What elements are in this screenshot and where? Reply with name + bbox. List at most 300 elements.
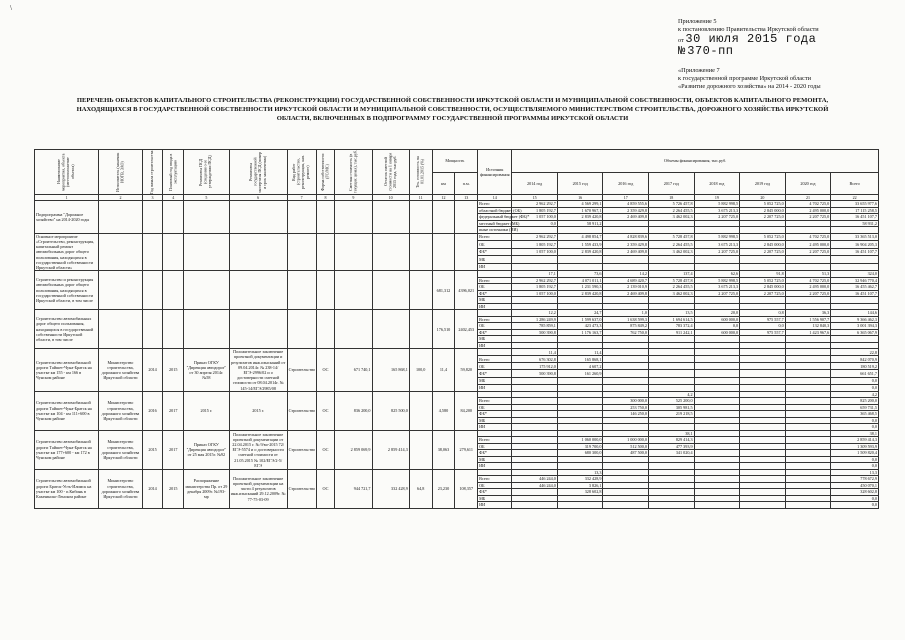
funding-value-cell: 778 672,9 [831, 476, 879, 483]
start-year-cell [142, 201, 163, 234]
funding-value-cell: 500 390,8 [512, 370, 558, 377]
column-index-cell: 17 [603, 195, 649, 201]
capacity-pm-cell: 4396,021 [455, 271, 478, 310]
funding-value-cell: 1 509 820,4 [831, 450, 879, 457]
capacity-km-cell: 4,580 [432, 391, 455, 430]
funding-value-cell: 477 393,9 [649, 443, 695, 450]
funding-source-cell: Всего [478, 277, 512, 284]
funding-value-cell: 875 849,2 [603, 323, 649, 330]
funding-value-cell: 525 200,0 [649, 398, 695, 405]
rest-cost-cell [372, 233, 409, 270]
col-2015-header: 2015 год [557, 172, 603, 195]
funding-value-cell: 17,1 [512, 271, 558, 278]
table-row [35, 349, 879, 356]
cost-cell [335, 271, 372, 310]
funding-value-cell: 11,4 [512, 349, 558, 356]
funding-value-cell [785, 502, 831, 509]
funding-value-cell: 33 365 513,0 [831, 233, 879, 240]
column-index-cell: 12 [432, 195, 455, 201]
funding-source-cell: ОБ [478, 482, 512, 489]
funding-value-cell: 423 473,3 [557, 323, 603, 330]
funding-source-cell: Всего [478, 437, 512, 444]
funding-value-cell [649, 349, 695, 356]
funding-value-cell: 785 859,1 [512, 323, 558, 330]
resolution-line: к постановлению Правительства Иркутской области [678, 26, 819, 34]
funding-value-cell [831, 256, 879, 263]
funding-value-cell: 1 559 433,9 [557, 241, 603, 248]
funding-value-cell: 5 052 725,0 [740, 277, 786, 284]
object-name-cell: Строительство и реконструкция автомобильных дорог общего пользования, находящихся в государственной собственности Иркутской области, в том числе [35, 271, 99, 310]
funding-value-cell [740, 263, 786, 270]
date-prefix: от [678, 37, 684, 45]
funding-value-cell [785, 349, 831, 356]
expertise-cell: Положительное заключение проектной документации от 22.04.2015 г. № 9/во-2015 72/ЕГЭ-5574 и о достоверности сметной стоимости от 21.05.2015 № 102/ЕГЭ/2-5/ЕГЭ [229, 430, 287, 469]
resolution-number [678, 43, 898, 58]
funding-value-cell [603, 502, 649, 509]
expertise-cell [229, 201, 287, 234]
expertise-cell [229, 310, 287, 349]
rest-cost-cell: 332 428,9 [372, 469, 409, 508]
funding-value-cell: 24,7 [557, 310, 603, 317]
funding-value-cell: 3 462 002,3 [649, 290, 695, 297]
funding-value-cell: 2 207 725,0 [740, 248, 786, 255]
funding-value-cell [557, 256, 603, 263]
executor-cell: Министерство строительства, дорожного хозяйства Иркутской области [99, 469, 142, 508]
funding-value-cell [649, 356, 695, 363]
rest-cost-cell: 2 859 414,3 [372, 430, 409, 469]
funding-value-cell: 5 882 998,5 [694, 201, 740, 208]
column-index-cell: 5 [184, 195, 230, 201]
expertise-cell [229, 271, 287, 310]
funding-value-cell: 1 000 000,0 [603, 437, 649, 444]
column-index-cell: 8 [316, 195, 335, 201]
column-index-cell: 6 [229, 195, 287, 201]
funding-value-cell [740, 370, 786, 377]
capacity-km-cell: 11,4 [432, 349, 455, 392]
funding-source-cell: МБ [478, 297, 512, 304]
funding-value-cell [649, 502, 695, 509]
funding-value-cell: 4 859 555,6 [603, 201, 649, 208]
funding-source-cell: МБ [478, 377, 512, 384]
funding-source-cell: областной бюджет (ОБ) [479, 207, 522, 213]
funding-value-cell: 0,0 [831, 463, 879, 470]
funding-value-cell: 5 726 457,8 [649, 201, 695, 208]
funding-value-cell: 341 020,4 [649, 450, 695, 457]
object-name-cell: Строительство автомобильной дороги Тайшет-Чуна-Братск на участке км 177+600 - км 172 в Чунском районе [35, 430, 99, 469]
expertise-cell: 2015 г. [229, 391, 287, 430]
corner-mark: \ [10, 4, 12, 12]
funding-value-cell [694, 263, 740, 270]
column-index-cell: 11 [409, 195, 432, 201]
funding-value-cell: 0,0 [831, 417, 879, 424]
column-index-cell: 15 [512, 195, 558, 201]
start-year-cell [142, 271, 163, 310]
funding-value-cell [785, 263, 831, 270]
funding-value-cell: 2 839 420,8 [557, 290, 603, 297]
executor-cell: Министерство строительства, дорожного хозяйства Иркутской области [99, 430, 142, 469]
funding-value-cell: 1 805 192,7 [512, 241, 558, 248]
funding-value-cell: 13,3 [831, 469, 879, 476]
funding-value-cell: 2 845 000,0 [740, 207, 786, 214]
funding-value-cell: 2 845 000,0 [740, 284, 786, 291]
funding-source-cell: ИИ [478, 342, 512, 349]
funding-value-cell: 512 500,0 [603, 443, 649, 450]
end-year-cell: 2015 [163, 349, 184, 392]
funding-value-cell: 1,0 [603, 310, 649, 317]
funding-value-cell: 161 260,9 [557, 370, 603, 377]
funding-value-cell: 16 451 107,7 [831, 290, 879, 297]
funding-value-cell: 144,6 [831, 310, 879, 317]
funding-value-cell: 2 359 429,8 [603, 241, 649, 248]
cost-cell [335, 201, 372, 234]
funding-value-cell: 1 060 000,0 [557, 437, 603, 444]
funding-value-cell: 2 469 409,8 [603, 290, 649, 297]
funding-value-cell: 1 556 907,7 [785, 316, 831, 323]
funding-value-cell: 5 728 457,8 [649, 233, 695, 240]
ownership-cell [316, 310, 335, 349]
expertise-cell [229, 233, 287, 270]
funding-value-cell: 2 962 292,7 [512, 277, 558, 284]
col-start-header: Год начала строительства [142, 150, 163, 195]
col-pm-header: п.м. [455, 172, 478, 195]
column-index-cell: 10 [372, 195, 409, 201]
end-year-cell [163, 201, 184, 234]
funding-value-cell: 58 931,2 [831, 220, 879, 227]
funding-value-cell: 2 962 292,7 [512, 233, 558, 240]
col-2014-header: 2014 год [512, 172, 558, 195]
funding-value-cell: 5 882 998,5 [694, 233, 740, 240]
funding-value-cell: 975 557,7 [740, 316, 786, 323]
funding-value-cell: 2 469 409,8 [603, 214, 649, 221]
objects-table [34, 149, 879, 509]
start-year-cell [142, 233, 163, 270]
funding-value-cell: 842 070,9 [831, 356, 879, 363]
funding-value-cell: 0,0 [831, 502, 879, 509]
object-name-cell: Основное мероприятие «Строительство, реконструкция, капитальный ремонт автомобильных дорог общего пользования, находящихся в государственной собственности Иркутской области» [35, 233, 99, 270]
funding-value-cell [740, 502, 786, 509]
funding-value-cell: 1 231 590,3 [557, 284, 603, 291]
funding-value-cell: 137,4 [649, 271, 695, 278]
funding-source-cell: Всего [478, 316, 512, 323]
psd-cell: Приказ ОГКУ "Дирекция автодорог" от 25 мая 2015г. №92 [184, 430, 230, 469]
funding-value-cell: 2 207 725,0 [740, 290, 786, 297]
readiness-cell [409, 391, 432, 430]
rest-cost-cell [372, 201, 409, 234]
funding-value-cell: 446 244,0 [512, 482, 558, 489]
funding-value-cell: 0,0 [512, 220, 558, 227]
funding-value-cell: 2 264 455,5 [649, 207, 695, 214]
funding-value-cell: 2 359 429,8 [603, 207, 649, 214]
funding-value-cell: 20,0 [694, 310, 740, 317]
col-2017-header: 2017 год [649, 172, 695, 195]
funding-value-cell: 600 000,0 [694, 329, 740, 336]
funding-value-cell [694, 256, 740, 263]
funding-source-cell: ФБ* [478, 290, 512, 297]
object-name-cell: Строительство автомобильных дорог общего пользования, находящихся в государственной собственности Иркутской области, в том числе [35, 310, 99, 349]
start-year-cell: 2014 [142, 349, 163, 392]
funding-value-cell: 2 839 420,8 [557, 214, 603, 221]
capacity-pm-cell: 59,820 [455, 349, 478, 392]
funding-value-cell: 661 651,7 [831, 370, 879, 377]
funding-value-cell [557, 263, 603, 270]
title-line-2: НАХОДЯЩИХСЯ В ГОСУДАРСТВЕННОЙ СОБСТВЕННОСТИ ИРКУТСКОЙ ОБЛАСТИ И МУНИЦИПАЛЬНОЙ СОБСТВЕННОСТИ, ОСУЩЕСТВЛЯЕМОГО МИНИСТЕРСТВОМ СТРОИТЕЛЬСТВА, ДОРОЖНОГО ХОЗЯЙСТВА ИРКУТСКОЙ [76, 106, 829, 113]
document-title [40, 96, 865, 123]
funding-value-cell: 2 207 725,0 [694, 290, 740, 297]
funding-value-cell [512, 377, 558, 384]
column-index-cell: 22 [831, 195, 879, 201]
capacity-km-cell: 176,510 [432, 310, 455, 349]
funding-value-cell: 825 200,0 [831, 398, 879, 405]
funding-value-cell: 500 390,8 [512, 329, 558, 336]
funding-value-cell [512, 256, 558, 263]
funding-value-cell: 3 462 002,3 [649, 248, 695, 255]
cost-cell [335, 233, 372, 270]
capacity-pm-cell: 108,357 [455, 469, 478, 508]
funding-value-cell: 5 728 457,8 [649, 277, 695, 284]
funding-value-cell: 975 557,7 [740, 329, 786, 336]
capacity-km-cell [432, 233, 455, 270]
readiness-cell [409, 201, 432, 234]
funding-value-cell: 11,4 [557, 349, 603, 356]
funding-value-cell [785, 370, 831, 377]
funding-value-cell [603, 363, 649, 370]
table-body [35, 201, 879, 509]
funding-value-cell: 783 372,4 [649, 323, 695, 330]
funding-value-cell [649, 370, 695, 377]
psd-cell [184, 233, 230, 270]
cost-cell: 671 740,1 [335, 349, 372, 392]
funding-value-cell: 253 750,0 [603, 404, 649, 411]
funding-value-cell [694, 502, 740, 509]
funding-value-cell [603, 256, 649, 263]
funding-source-cell: ФБ* [478, 248, 512, 255]
funding-value-cell: 2 495 000,0 [785, 284, 831, 291]
cost-cell [335, 310, 372, 349]
start-year-cell: 2014 [142, 469, 163, 508]
col-2020-header: 2020 год [785, 172, 831, 195]
funding-source-cell: МБ [478, 417, 512, 424]
funding-source-cell: ФБ* [478, 370, 512, 377]
worktype-cell [287, 201, 316, 234]
funding-value-cell: 2 495 000,0 [785, 207, 831, 214]
annex-label: Приложение 5 [678, 18, 717, 25]
executor-cell [99, 310, 142, 349]
funding-value-cell: 3 675 213,3 [694, 207, 740, 214]
ownership-cell [316, 233, 335, 270]
funding-value-cell: 911 242,1 [649, 329, 695, 336]
funding-value-cell: 16 455 462,7 [831, 284, 879, 291]
funding-value-cell [512, 263, 558, 270]
object-name-cell: Строительство автомобильной дороги Тайшет-Чуна-Братск на участке км 155 - км 166 в Чунском районе [35, 349, 99, 392]
capacity-km-cell [432, 201, 455, 234]
funding-value-cell: 300 000,0 [603, 398, 649, 405]
executor-cell: Министерство строительства, дорожного хозяйства Иркутской области [99, 349, 142, 392]
funding-value-cell: 4 828 839,6 [603, 233, 649, 240]
funding-value-cell: 0,0 [831, 384, 879, 391]
funding-value-cell: 16 451 107,7 [831, 214, 879, 221]
capacity-km-cell: 681,312 [432, 271, 455, 310]
funding-value-cell: 1 638 599,3 [603, 316, 649, 323]
col-2018-header: 2018 год [694, 172, 740, 195]
title-line-3: ОБЛАСТИ, ВКЛЮЧЕННЫХ В ПОДПРОГРАММУ ГОСУДАРСТВЕННОЙ ПРОГРАММЫ ИРКУТСКОЙ ОБЛАСТИ [276, 115, 629, 122]
funding-value-cell: 2 859 414,3 [831, 437, 879, 444]
funding-value-cell: 1 057 100,0 [512, 290, 558, 297]
capacity-pm-cell [455, 233, 478, 270]
funding-value-cell: 58 911,2 [557, 220, 603, 227]
funding-value-cell: 2 495 000,0 [785, 241, 831, 248]
worktype-cell: Строительство [287, 349, 316, 392]
funding-value-cell: 33 655 977,6 [831, 201, 879, 208]
funding-value-cell: 2 139 010,9 [603, 284, 649, 291]
funding-value-cell: 146 250,0 [603, 411, 649, 418]
funding-value-cell: 4 702 725,0 [785, 201, 831, 208]
worktype-cell [287, 271, 316, 310]
col-capacity-header: Мощность [432, 150, 478, 173]
funding-value-cell: 0,0 [831, 377, 879, 384]
col-km-header: км [432, 172, 455, 195]
start-year-cell: 2016 [142, 391, 163, 430]
funding-value-cell [603, 263, 649, 270]
readiness-cell [409, 430, 432, 469]
funding-value-cell: 165 868,1 [557, 356, 603, 363]
funding-value-cell: 73,6 [557, 271, 603, 278]
funding-value-cell: 1 670 967,1 [557, 207, 603, 214]
number-value: 370-пп [687, 43, 734, 58]
column-index-cell: 21 [785, 195, 831, 201]
funding-value-cell: 450 070,1 [831, 482, 879, 489]
funding-value-cell: 2 207 725,0 [785, 248, 831, 255]
funding-value-cell: 0,0 [694, 323, 740, 330]
funding-value-cell: 219 218,5 [649, 411, 695, 418]
end-year-cell: 2017 [163, 391, 184, 430]
funding-value-cell: 2 207 725,0 [694, 248, 740, 255]
executor-cell [99, 233, 142, 270]
column-index-cell: 7 [287, 195, 316, 201]
funding-value-cell: 829 414,3 [649, 437, 695, 444]
funding-source-cell: ФБ* [478, 329, 512, 336]
cost-cell: 2 859 069,9 [335, 430, 372, 469]
col-2019-header: 2019 год [740, 172, 786, 195]
funding-source-cell: Всего [478, 201, 512, 208]
funding-source-cell: ОБ [478, 323, 512, 330]
capacity-pm-cell: 2402,453 [455, 310, 478, 349]
funding-source-cell: МБ [478, 256, 512, 263]
funding-value-cell [649, 384, 695, 391]
col-source-header: Источник финансирования [478, 150, 512, 195]
psd-cell [184, 310, 230, 349]
funding-value-cell [785, 377, 831, 384]
capacity-pm-cell: 84,200 [455, 391, 478, 430]
funding-value-cell: 600 000,0 [694, 316, 740, 323]
funding-value-cell: 4 607,2 [557, 363, 603, 370]
funding-source-cell: МБ [478, 456, 512, 463]
worktype-cell [287, 233, 316, 270]
column-index-cell: 14 [478, 195, 512, 201]
col-executor-header: Исполнитель (заказчик ИОГВ, ЗАО) [99, 150, 142, 195]
funding-value-cell [603, 356, 649, 363]
funding-value-cell [649, 363, 695, 370]
funding-value-cell [694, 349, 740, 356]
funding-value-cell: 2 962 292,7 [512, 201, 558, 208]
funding-value-cell [694, 370, 740, 377]
funding-value-cell: 0,0 [831, 424, 879, 431]
annex7-line2: «Развитие дорожного хозяйства» на 2014 - 2020 годы [678, 83, 821, 91]
funding-value-cell: 487 500,0 [603, 450, 649, 457]
funding-value-cell: 36,3 [785, 310, 831, 317]
funding-value-cell: 446 244,0 [512, 476, 558, 483]
funding-source-cell: ОБ [478, 241, 512, 248]
start-year-cell: 2015 [142, 430, 163, 469]
column-index-cell: 19 [694, 195, 740, 201]
end-year-cell [163, 310, 184, 349]
funding-value-cell [785, 356, 831, 363]
funding-source-cell: ОБ [478, 443, 512, 450]
funding-value-cell [649, 256, 695, 263]
funding-value-cell: 1 805 192,7 [512, 207, 558, 214]
object-name-cell: Подпрограмма "Дорожное хозяйство" на 2014-2020 годы [35, 201, 99, 234]
psd-cell [184, 271, 230, 310]
funding-value-cell [740, 256, 786, 263]
funding-value-cell: 5 052 725,0 [740, 233, 786, 240]
funding-value-cell: 4 702 725,0 [785, 277, 831, 284]
funding-value-cell: 2 469 409,8 [603, 248, 649, 255]
funding-value-cell: 3 462 002,3 [649, 214, 695, 221]
col-total-header: Всего [831, 172, 879, 195]
capacity-pm-cell [455, 201, 478, 234]
ownership-cell: ОС [316, 391, 335, 430]
funding-source-cell [478, 349, 512, 356]
funding-value-cell: 332 428,9 [557, 476, 603, 483]
ownership-cell: ОС [316, 349, 335, 392]
funding-value-cell: 62,6 [694, 271, 740, 278]
funding-source-cell: местный бюджет (МБ) [479, 220, 520, 226]
funding-value-cell [603, 384, 649, 391]
col-rest-header: Остаток сметной стоимости на 1 января 2015 года, тыс.руб. [372, 150, 409, 195]
funding-value-cell: 4,2 [649, 391, 695, 398]
worktype-cell: Строительство [287, 391, 316, 430]
funding-value-cell: 16 451 107,7 [831, 248, 879, 255]
readiness-cell [409, 271, 432, 310]
funding-value-cell: 305 981,5 [649, 404, 695, 411]
funding-value-cell: 22,8 [831, 349, 879, 356]
funding-source-cell: Всего [478, 398, 512, 405]
end-year-cell: 2017 [163, 430, 184, 469]
ownership-cell: ОС [316, 469, 335, 508]
funding-value-cell: 0,0 [831, 456, 879, 463]
cost-cell: 944 721,7 [335, 469, 372, 508]
funding-value-cell: 4 498 854,7 [557, 233, 603, 240]
funding-value-cell: 2 264 455,5 [649, 241, 695, 248]
funding-value-cell: 1 057 100,0 [512, 214, 558, 221]
funding-value-cell: 676 302,8 [512, 356, 558, 363]
col-expertise-header: Реквизиты государственной экспертизы ПСД (номер и срок заключения) [229, 150, 287, 195]
object-name-cell: Строительство автомобильной дороги Тайшет-Чуна-Братск на участке км 104 - км 111+600 в Чунском районе [35, 391, 99, 430]
column-index-cell: 9 [335, 195, 372, 201]
col-readiness-header: Тех. готовность на 01.01.2015 (%) [409, 150, 432, 195]
funding-value-cell: 1 176 163,7 [557, 329, 603, 336]
object-name-cell: Строительство автомобильной дороги Братск-Усть-Илимск на участке км 100 - п.Кибинь в Казачинско-Ленском районе [35, 469, 99, 508]
funding-value-cell [649, 377, 695, 384]
column-index-cell: 16 [557, 195, 603, 201]
funding-source-cell: федеральный бюджет (ФБ)* [479, 214, 530, 220]
readiness-cell [409, 233, 432, 270]
column-index-cell: 1 [35, 195, 99, 201]
funding-value-cell: 2 207 725,0 [694, 214, 740, 221]
funding-value-cell [694, 377, 740, 384]
funding-value-cell: 3 675 213,3 [694, 284, 740, 291]
funding-value-cell: 319 700,0 [557, 443, 603, 450]
funding-value-cell: 4,2 [831, 391, 879, 398]
